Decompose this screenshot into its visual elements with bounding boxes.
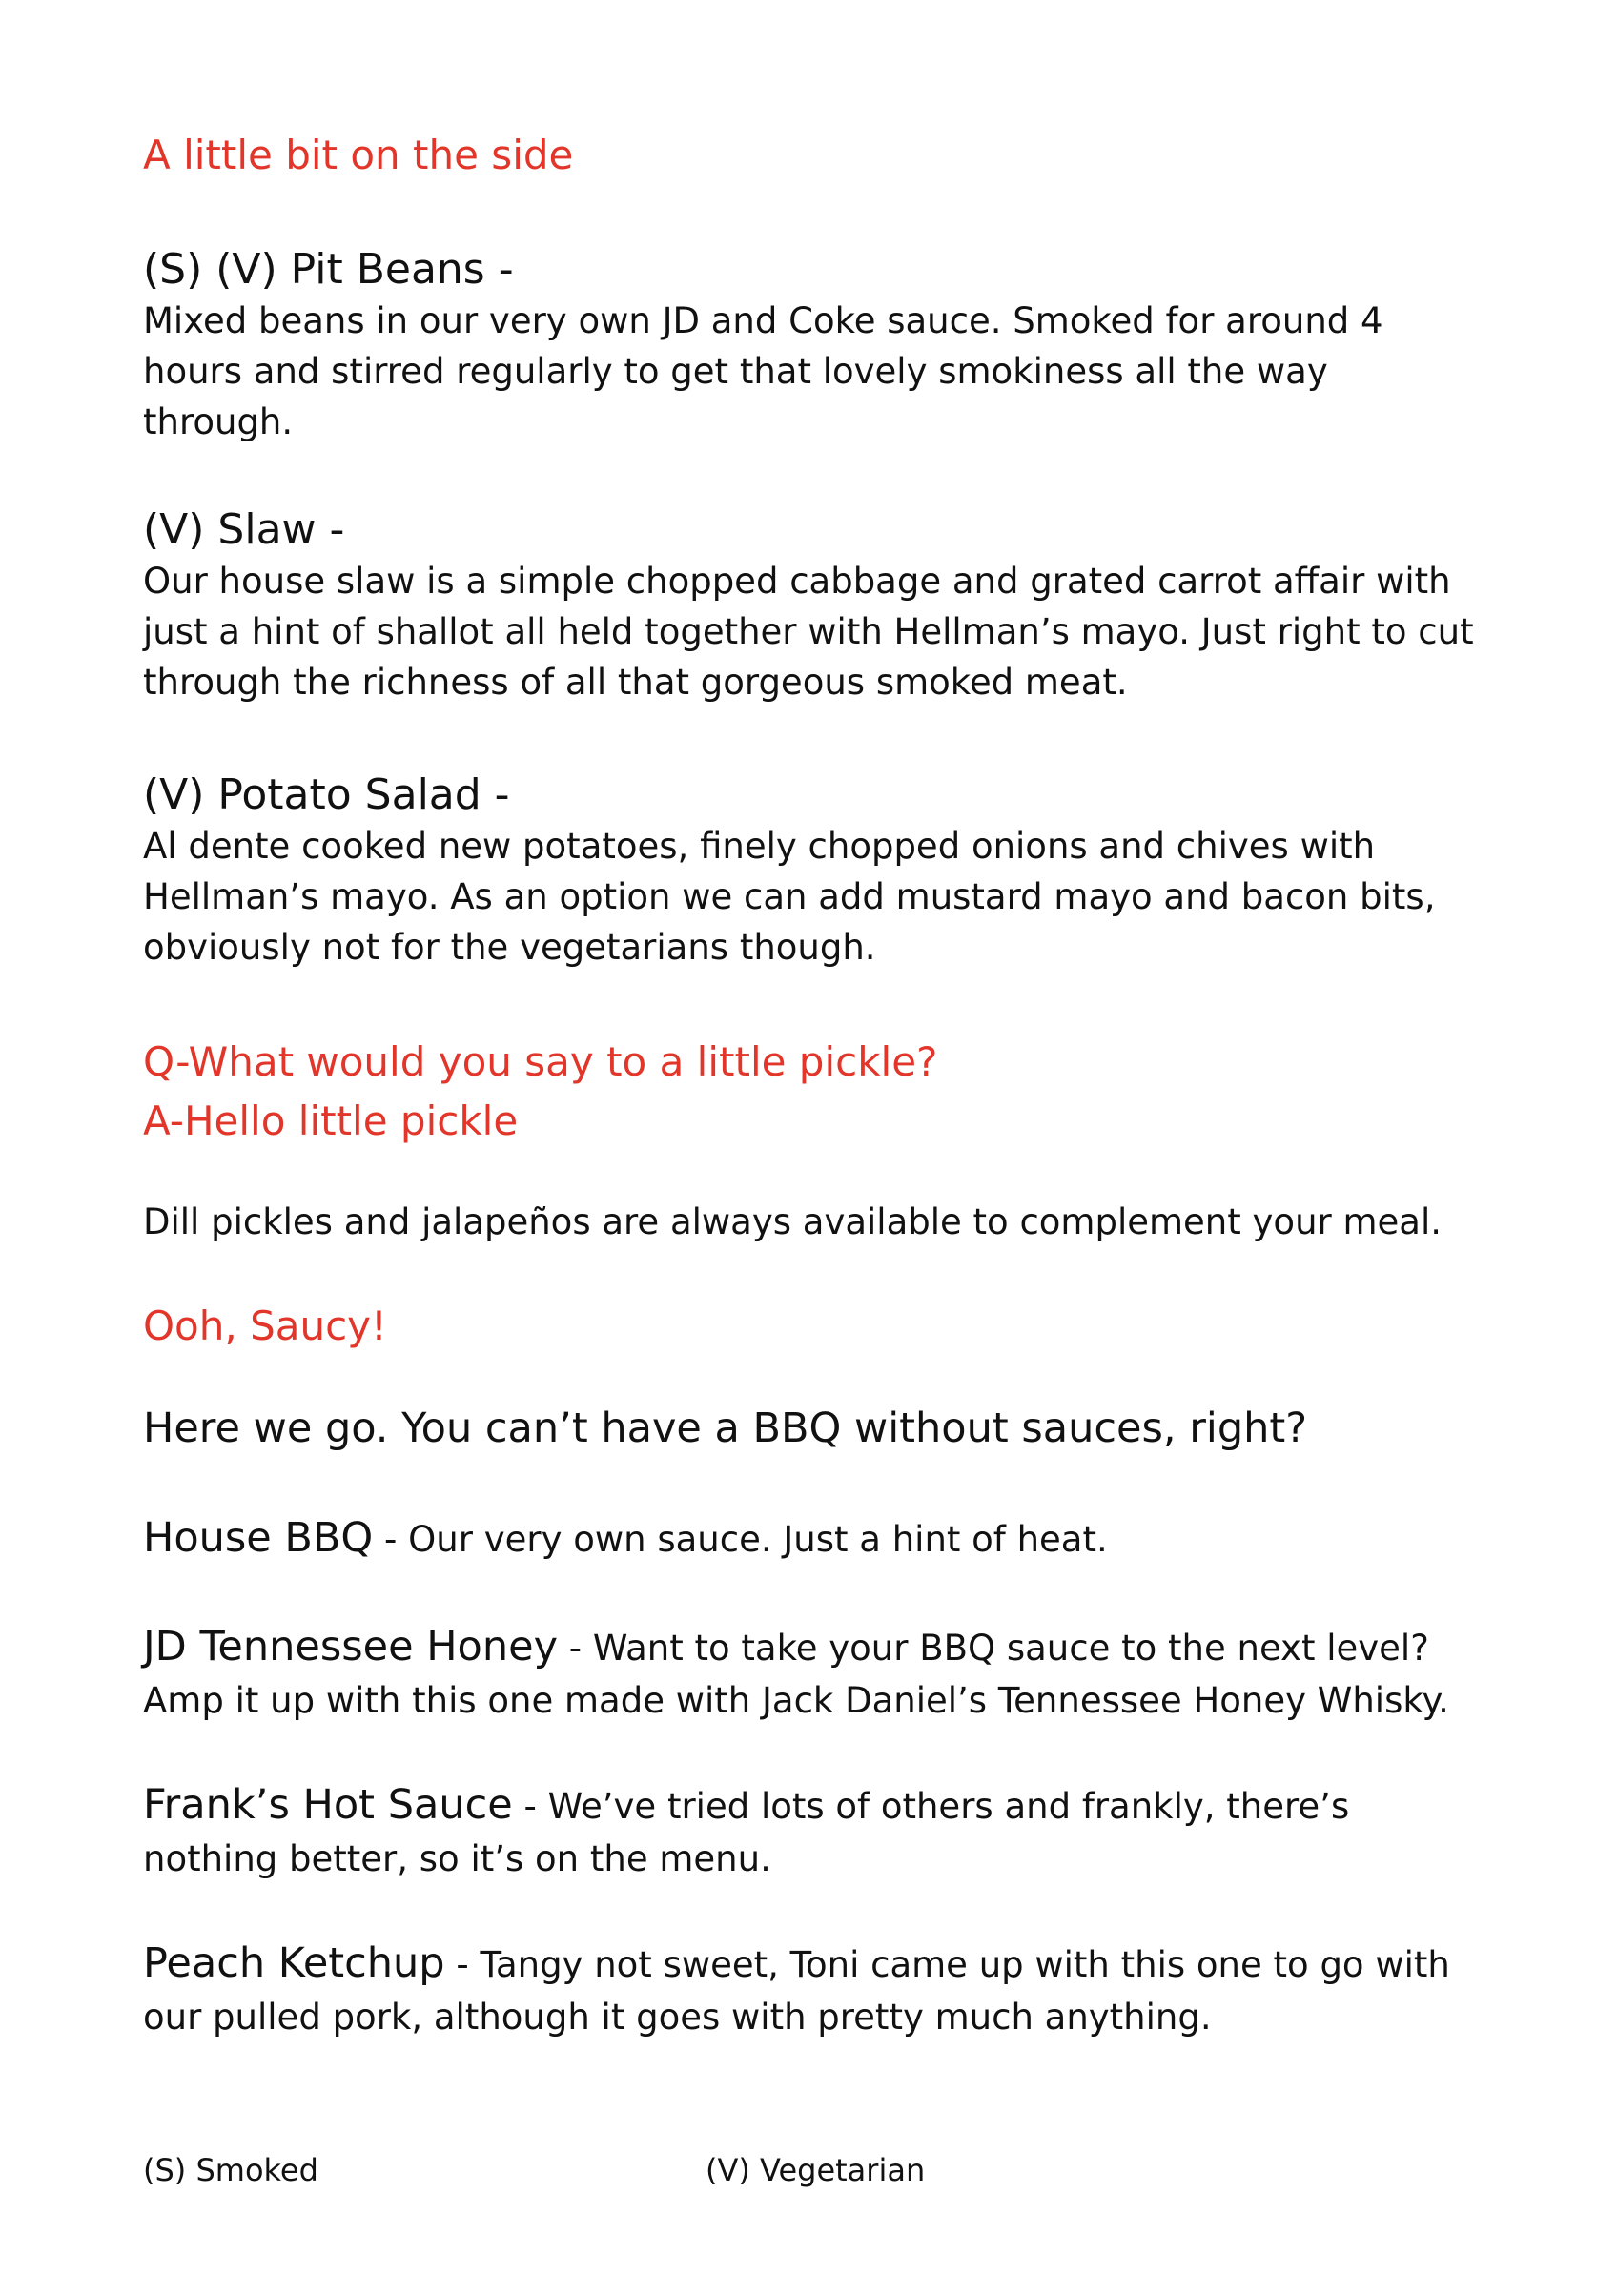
sauce-house-bbq (143, 1512, 1487, 1566)
sauce-description: - Our very own sauce. Just a hint of heat. (373, 1519, 1108, 1560)
item-description: Al dente cooked new potatoes, finely chopped onions and chives with Hellman’s mayo. As an option we can add mustard mayo and bacon bits, obviously not for the vegetarians though. (143, 825, 1436, 968)
menu-item-slaw (143, 505, 1487, 707)
item-title: (V) Slaw - (143, 505, 345, 554)
sauces-intro: Here we go. You can’t have a BBQ without sauces, right? (143, 1404, 1308, 1452)
sauce-franks-hot-sauce (143, 1779, 1487, 1885)
sauce-description: - We’ve tried lots of others and frankly, there’s nothing better, so it’s on the menu. (143, 1786, 1350, 1879)
sauce-description: - Want to take your BBQ sauce to the next level? Amp it up with this one made with Jack Daniel’s Tennessee Honey Whisky. (143, 1628, 1449, 1721)
footer-vegetarian-key: (V) Vegetarian (706, 2152, 926, 2188)
item-description: Our house slaw is a simple chopped cabbage and grated carrot affair with just a hint of shallot all held together with Hellman’s mayo. Just right to cut through the richness of all that gorgeous smoked meat. (143, 560, 1474, 703)
sauce-name: House BBQ (143, 1514, 374, 1562)
sauce-peach-ketchup (143, 1937, 1487, 2043)
pickle-question: Q-What would you say to a little pickle? (143, 1038, 938, 1085)
menu-item-pit-beans (143, 245, 1487, 447)
sauces-heading: Ooh, Saucy! (143, 1302, 387, 1349)
item-title: (V) Potato Salad - (143, 770, 510, 819)
sauce-name: JD Tennessee Honey (143, 1623, 559, 1671)
sauce-jd-tennessee-honey (143, 1621, 1487, 1727)
sauce-name: Peach Ketchup (143, 1939, 445, 1987)
pickle-answer: A-Hello little pickle (143, 1097, 519, 1144)
sides-heading: A little bit on the side (143, 132, 574, 178)
pickle-text: Dill pickles and jalapeños are always available to complement your meal. (143, 1201, 1443, 1242)
menu-item-potato-salad (143, 770, 1487, 973)
item-title: (S) (V) Pit Beans - (143, 245, 514, 294)
item-description: Mixed beans in our very own JD and Coke sauce. Smoked for around 4 hours and stirred regularly to get that lovely smokiness all the way through. (143, 299, 1383, 442)
pickle-heading (143, 1033, 1487, 1151)
sauce-description: - Tangy not sweet, Toni came up with this one to go with our pulled pork, although it goes with pretty much anything. (143, 1944, 1450, 2038)
sauce-name: Frank’s Hot Sauce (143, 1781, 513, 1829)
footer-smoked-key: (S) Smoked (143, 2152, 318, 2188)
